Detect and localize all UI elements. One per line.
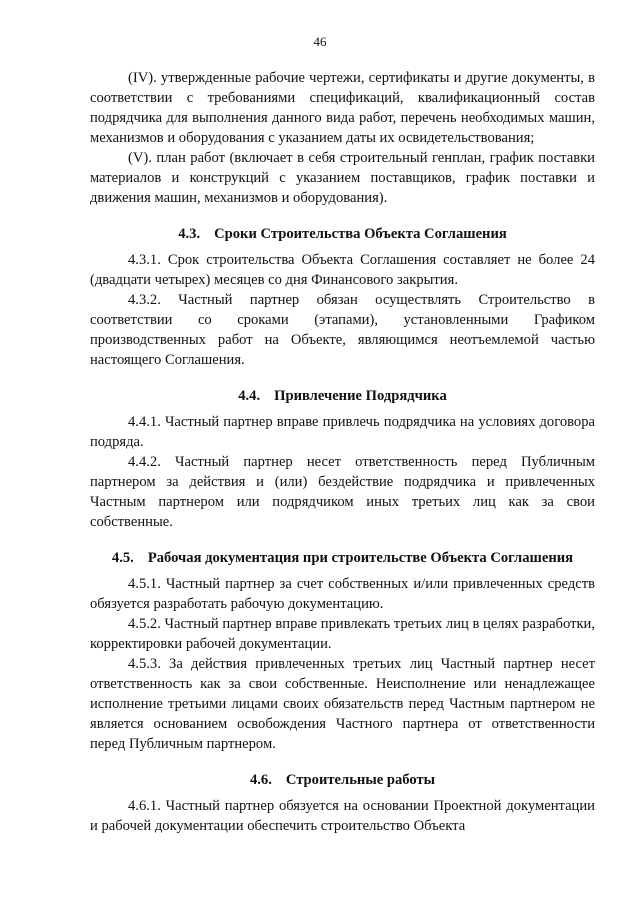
- section-number: 4.5.: [111, 550, 134, 566]
- paragraph-4-5-2: 4.5.2. Частный партнер вправе привлекать третьих лиц в целях разработки, корректировки рабочей документации.: [90, 616, 596, 652]
- paragraph-4-6-1: 4.6.1. Частный партнер обязуется на основании Проектной документации и рабочей документации обеспечить строительство Объекта: [90, 798, 595, 834]
- section-title: Рабочая документация при строительстве Объекта Соглашения: [147, 550, 574, 566]
- section-heading-4-5: [90, 548, 595, 568]
- section-number: 4.6.: [249, 772, 272, 788]
- paragraph-4-3-2: 4.3.2. Частный партнер обязан осуществлять Строительство в соответствии со сроками (этапами), установленными Графиком производственных работ на Объекте, являющимся неотъемлемой частью настоящего Соглашения.: [90, 292, 595, 368]
- paragraph-4-5-1: 4.5.1. Частный партнер за счет собственных и/или привлеченных средств обязуется разработать рабочую документацию.: [90, 576, 595, 612]
- paragraph-iv: (IV). утвержденные рабочие чертежи, сертификаты и другие документы, в соответствии с требованиями спецификаций, квалификационный состав подрядчика для выполнения данного вида работ, перечень необходимых машин, механизмов и оборудования с указанием даты их освидетельствования;: [90, 70, 595, 146]
- page-number: 46: [313, 34, 327, 49]
- section-heading-4-6: [90, 770, 595, 790]
- section-title: Привлечение Подрядчика: [274, 388, 447, 404]
- section-title: Сроки Строительства Объекта Соглашения: [214, 226, 507, 242]
- paragraph-4-5-3: 4.5.3. За действия привлеченных третьих лиц Частный партнер несет ответственность как за свои собственные. Неисполнение или ненадлежащее исполнение третьими лицами своих обязательств перед Частным партнером не является основанием освобождения Частного партнера от ответственности перед Публичным партнером.: [90, 656, 595, 752]
- section-heading-4-4: [90, 386, 595, 406]
- paragraph-4-4-2: 4.4.2. Частный партнер несет ответственность перед Публичным партнером за действия и (или) бездействие подрядчика и привлеченных Частным партнером или подрядчиком иных третьих лиц как за свои собственные.: [90, 454, 595, 530]
- section-number: 4.4.: [238, 388, 261, 404]
- section-heading-4-3: [90, 224, 595, 244]
- paragraph-v: (V). план работ (включает в себя строительный генплан, график поставки материалов и конструкций с указанием поставщиков, график поставки и движения машин, механизмов и оборудования).: [90, 150, 595, 206]
- paragraph-4-4-1: 4.4.1. Частный партнер вправе привлечь подрядчика на условиях договора подряда.: [90, 414, 595, 450]
- section-number: 4.3.: [178, 226, 201, 242]
- document-body: [90, 68, 595, 836]
- paragraph-4-3-1: 4.3.1. Срок строительства Объекта Соглашения составляет не более 24 (двадцати четырех) месяцев со дня Финансового закрытия.: [90, 252, 595, 288]
- section-title: Строительные работы: [285, 772, 436, 788]
